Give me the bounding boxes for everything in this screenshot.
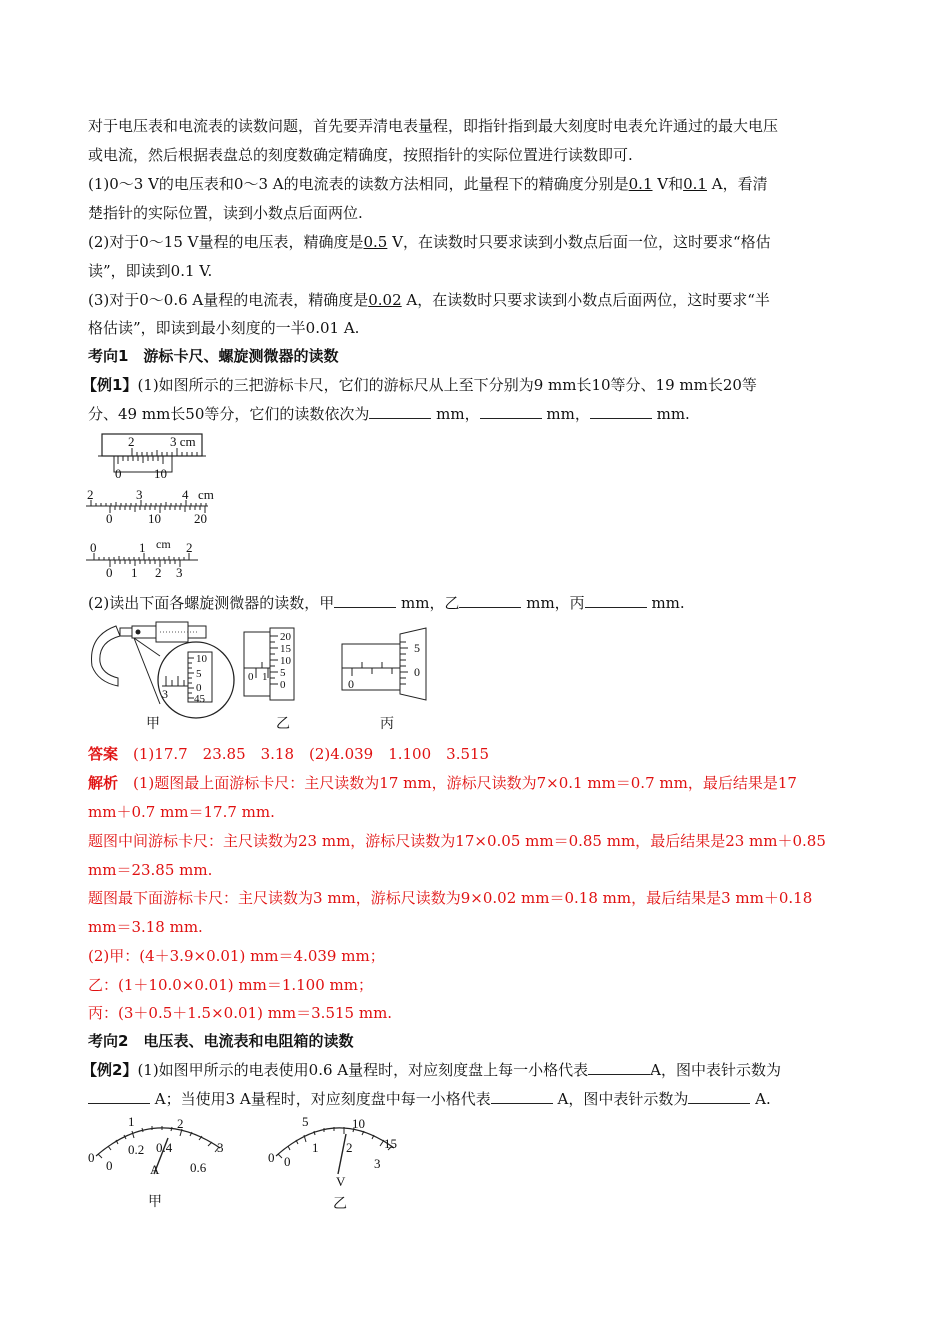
outer-scale-label: 10	[352, 1116, 365, 1131]
text: V和	[652, 175, 684, 193]
text: (1)题图最上面游标卡尺：主尺读数为17 mm，游标尺读数为7×0.1 mm＝0.7 mm，最后结果是17	[133, 774, 797, 792]
intro-point-3-cont: 格估读”，即读到最小刻度的一半0.01 A.	[88, 319, 360, 337]
thimble-label: 0	[196, 682, 202, 694]
outer-scale-label: 0	[268, 1150, 275, 1165]
main-ticks	[91, 500, 206, 506]
thimble-label: 0	[280, 679, 286, 691]
answer-blank	[590, 404, 652, 419]
text: (2)读出下面各螺旋测微器的读数，甲	[88, 594, 335, 612]
analysis-line-1	[88, 773, 797, 793]
text: (2)对于0～15 V量程的电压表，精确度是	[88, 233, 364, 251]
magnifier-guide	[134, 638, 160, 704]
outer-scale-label: 1	[128, 1114, 135, 1129]
analysis-line-2: mm＋0.7 mm＝17.7 mm.	[88, 803, 275, 821]
thimble	[400, 628, 426, 700]
vernier-ticks	[118, 456, 163, 464]
sleeve-label: 0	[248, 671, 254, 683]
thimble-label: 10	[280, 655, 291, 667]
main-scale-label: 0	[90, 540, 97, 555]
main-scale-label: 3 cm	[170, 434, 196, 449]
example-tag: 【例2】	[82, 1061, 138, 1079]
answer-blank	[334, 593, 396, 608]
micrometer-label-jia: 甲	[146, 716, 160, 732]
vernier-label: 20	[194, 511, 207, 526]
analysis-line-3: 题图中间游标卡尺：主尺读数为23 mm，游标尺读数为17×0.05 mm＝0.85 mm，最后结果是23 mm＋0.85	[88, 832, 826, 850]
example-2-line-2	[88, 1089, 771, 1109]
text: mm.	[646, 594, 685, 612]
main-scale-label: 2	[87, 487, 94, 502]
main-scale-label: 2	[186, 540, 193, 555]
outer-scale-label: 15	[384, 1136, 397, 1151]
main-scale-label: cm	[156, 537, 171, 551]
precision-value: 0.02	[368, 291, 402, 309]
meter-unit: V	[336, 1174, 346, 1189]
text: A，在读数时只要求读到小数点后面两位，这时要求“半	[401, 291, 770, 309]
vernier-label: 10	[148, 511, 161, 526]
section-heading-1: 考向1 游标卡尺、螺旋测微器的读数	[88, 347, 339, 365]
main-ticks	[132, 448, 197, 456]
intro-point-2-cont: 读”，即读到0.1 V.	[88, 262, 213, 280]
meter-arc	[276, 1128, 394, 1156]
meter-ticks	[278, 1127, 392, 1158]
example-1-line-1	[82, 375, 757, 395]
answer-blank	[491, 1089, 553, 1104]
intro-line-1: 对于电压表和电流表的读数问题，首先要弄清电表量程，即指针指到最大刻度时电表允许通过的最大电压	[88, 117, 779, 135]
precision-value: 0.1	[628, 175, 653, 193]
micrometer-label-yi: 乙	[276, 716, 290, 732]
answer-blank	[585, 593, 647, 608]
thimble-label: 10	[196, 653, 207, 665]
thimble-label: 15	[280, 643, 291, 655]
main-scale-label: 2	[128, 434, 135, 449]
answer-blank	[588, 1060, 650, 1075]
intro-point-3	[88, 290, 770, 310]
answer-line	[88, 744, 489, 764]
example-1-question-2	[88, 593, 685, 613]
micrometer-bing	[340, 628, 450, 708]
sleeve	[244, 632, 270, 696]
answer-blank	[459, 593, 521, 608]
intro-point-1-cont: 楚指针的实际位置，读到小数点后面两位.	[88, 204, 363, 222]
micrometer-label-bing: 丙	[380, 716, 394, 732]
vernier-label: 0	[115, 466, 122, 481]
text: A；当使用3 A量程时，对应刻度盘中每一小格代表	[150, 1090, 491, 1108]
answer-label: 答案	[88, 745, 119, 763]
answer-blank	[688, 1089, 750, 1104]
inner-scale-label: 0.2	[128, 1142, 145, 1157]
text: A，图中表针示数为	[650, 1061, 781, 1079]
micrometer-frame	[92, 626, 121, 686]
outer-scale-label: 3	[217, 1140, 224, 1155]
thimble-label: 20	[280, 631, 291, 643]
inner-scale-label: 1	[312, 1140, 319, 1155]
thimble-label: 5	[196, 668, 202, 680]
inner-scale-label: 0	[284, 1154, 291, 1169]
inner-scale-label: 0.4	[156, 1140, 173, 1155]
text: (3)对于0～0.6 A量程的电流表，精确度是	[88, 291, 369, 309]
text: mm，	[541, 405, 590, 423]
vernier-caliper-2	[86, 487, 226, 527]
vernier-label: 0	[106, 565, 113, 580]
inner-scale-label: 3	[374, 1156, 381, 1171]
micrometer-jia	[88, 622, 238, 732]
meter-unit: A	[150, 1162, 160, 1177]
section-heading-2: 考向2 电压表、电流表和电阻箱的读数	[88, 1032, 354, 1050]
meter-needle	[338, 1134, 346, 1174]
analysis-label: 解析	[88, 774, 119, 792]
vernier-label: 0	[106, 511, 113, 526]
thimble-label: 0	[414, 665, 420, 679]
meter-jia	[86, 1112, 236, 1192]
vernier-caliper-1	[88, 432, 218, 484]
vernier-label: 3	[176, 565, 183, 580]
text: A.	[750, 1090, 771, 1108]
micrometer-yi	[242, 628, 322, 708]
answer-blank	[88, 1089, 150, 1104]
sleeve-label: 3	[162, 687, 168, 701]
sleeve-label: 0	[348, 677, 354, 691]
answer-text: (1)17.7 23.85 3.18 (2)4.039 1.100 3.515	[133, 745, 490, 763]
vernier-label: 1	[131, 565, 138, 580]
answer-blank	[480, 404, 542, 419]
outer-scale-label: 2	[177, 1116, 184, 1131]
inner-scale-label: 0.6	[190, 1160, 207, 1175]
sleeve-label: 1	[262, 671, 268, 683]
precision-value: 0.1	[683, 175, 707, 193]
analysis-line-4: mm＝23.85 mm.	[88, 861, 213, 879]
text: (1)如图甲所示的电表使用0.6 A量程时，对应刻度盘上每一小格代表	[137, 1061, 589, 1079]
meter-label-jia: 甲	[148, 1194, 162, 1210]
analysis-line-6: mm＝3.18 mm.	[88, 918, 203, 936]
analysis-line-5: 题图最下面游标卡尺：主尺读数为3 mm，游标尺读数为9×0.02 mm＝0.18 mm，最后结果是3 mm＋0.18	[88, 889, 813, 907]
example-2-line-1	[82, 1060, 781, 1080]
text: (1)0～3 V的电压表和0～3 A的电流表的读数方法相同，此量程下的精确度分别是	[88, 175, 629, 193]
text: V，在读数时只要求读到小数点后面一位，这时要求“格估	[387, 233, 771, 251]
intro-line-2: 或电流，然后根据表盘总的刻度数确定精确度，按照指针的实际位置进行读数即可.	[88, 146, 633, 164]
anvil	[120, 628, 132, 636]
main-scale-label: cm	[198, 487, 214, 502]
analysis-line-7: (2)甲：(4＋3.9×0.01) mm＝4.039 mm；	[88, 947, 385, 965]
vernier-ticks	[110, 560, 180, 567]
meter-label-yi: 乙	[333, 1196, 347, 1212]
vernier-label: 2	[155, 565, 162, 580]
meter-yi	[264, 1112, 414, 1192]
vernier-caliper-3	[86, 538, 206, 580]
lock-knob	[136, 630, 141, 635]
inner-scale-label: 0	[106, 1158, 113, 1173]
vernier-label: 10	[154, 466, 167, 481]
text: A，图中表针示数为	[552, 1090, 689, 1108]
intro-point-2	[88, 232, 771, 252]
answer-blank	[369, 404, 431, 419]
intro-point-1	[88, 174, 768, 194]
text: A，看清	[706, 175, 768, 193]
text: mm，丙	[521, 594, 585, 612]
inner-scale-label: 2	[346, 1140, 353, 1155]
analysis-line-8: 乙：(1＋10.0×0.01) mm＝1.100 mm；	[88, 976, 373, 994]
thimble-label: 5	[414, 641, 420, 655]
outer-scale-label: 5	[302, 1114, 309, 1129]
thimble-label: 5	[280, 667, 286, 679]
main-scale-label: 3	[136, 487, 143, 502]
thimble-label: 45	[194, 693, 205, 705]
outer-scale-label: 0	[88, 1150, 95, 1165]
analysis-line-9: 丙：(3＋0.5＋1.5×0.01) mm＝3.515 mm.	[88, 1004, 393, 1022]
text: mm.	[651, 405, 690, 423]
precision-value: 0.5	[363, 233, 388, 251]
text: mm，乙	[396, 594, 460, 612]
text: 分、49 mm长50等分，它们的读数依次为	[88, 405, 370, 423]
text: (1)如图所示的三把游标卡尺，它们的游标尺从上至下分别为9 mm长10等分、19 mm长20等	[137, 376, 757, 394]
example-tag: 【例1】	[82, 376, 138, 394]
example-1-line-2	[88, 404, 690, 424]
main-scale-label: 4	[182, 487, 189, 502]
main-scale-label: 1	[139, 540, 146, 555]
text: mm，	[431, 405, 480, 423]
